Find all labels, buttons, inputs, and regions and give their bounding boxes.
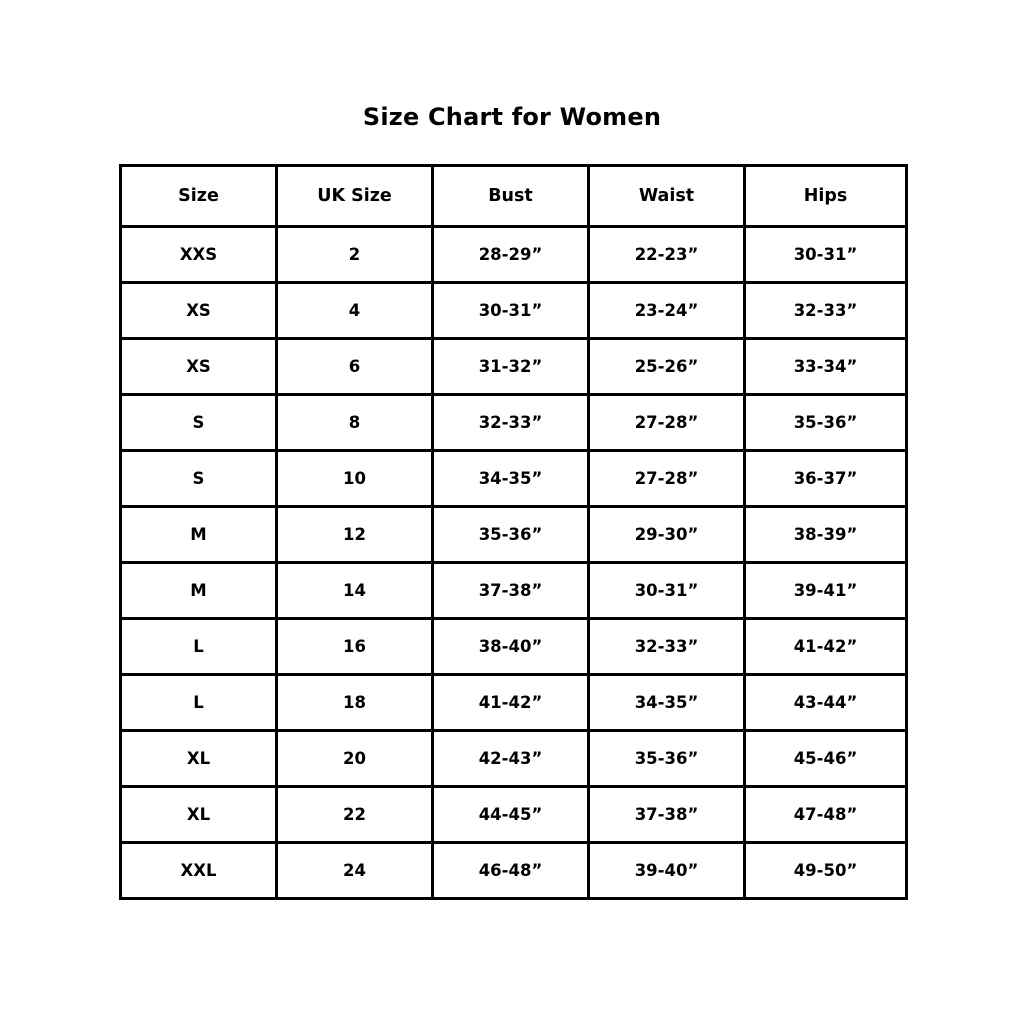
cell-hips: 35-36” [745,395,907,451]
cell-hips: 38-39” [745,507,907,563]
cell-uk-size: 12 [277,507,433,563]
cell-bust: 44-45” [433,787,589,843]
table-row [121,731,907,787]
table-row [121,507,907,563]
table-row [121,675,907,731]
cell-size: L [121,619,277,675]
cell-hips: 36-37” [745,451,907,507]
cell-bust: 46-48” [433,843,589,899]
cell-waist: 22-23” [589,227,745,283]
table-row [121,619,907,675]
cell-size: XS [121,339,277,395]
cell-uk-size: 20 [277,731,433,787]
cell-bust: 30-31” [433,283,589,339]
cell-bust: 35-36” [433,507,589,563]
column-header-bust: Bust [433,166,589,227]
cell-hips: 45-46” [745,731,907,787]
cell-waist: 29-30” [589,507,745,563]
cell-hips: 39-41” [745,563,907,619]
cell-waist: 32-33” [589,619,745,675]
cell-size: S [121,395,277,451]
cell-bust: 34-35” [433,451,589,507]
cell-bust: 41-42” [433,675,589,731]
cell-waist: 34-35” [589,675,745,731]
table-row [121,395,907,451]
column-header-size: Size [121,166,277,227]
size-chart-table [119,164,908,900]
table-row [121,227,907,283]
cell-waist: 27-28” [589,395,745,451]
cell-waist: 27-28” [589,451,745,507]
cell-hips: 41-42” [745,619,907,675]
cell-uk-size: 14 [277,563,433,619]
cell-size: XXL [121,843,277,899]
cell-bust: 31-32” [433,339,589,395]
column-header-waist: Waist [589,166,745,227]
cell-uk-size: 22 [277,787,433,843]
table-row [121,563,907,619]
cell-uk-size: 10 [277,451,433,507]
cell-hips: 49-50” [745,843,907,899]
table-row [121,451,907,507]
cell-waist: 35-36” [589,731,745,787]
cell-bust: 42-43” [433,731,589,787]
cell-size: XS [121,283,277,339]
cell-hips: 30-31” [745,227,907,283]
cell-uk-size: 18 [277,675,433,731]
cell-waist: 30-31” [589,563,745,619]
cell-hips: 32-33” [745,283,907,339]
cell-hips: 43-44” [745,675,907,731]
cell-size: M [121,563,277,619]
cell-uk-size: 24 [277,843,433,899]
size-chart-table-wrapper [119,164,905,900]
column-header-hips: Hips [745,166,907,227]
cell-uk-size: 16 [277,619,433,675]
cell-size: XL [121,787,277,843]
table-row [121,787,907,843]
cell-waist: 37-38” [589,787,745,843]
table-row [121,843,907,899]
cell-size: XL [121,731,277,787]
cell-size: L [121,675,277,731]
table-row [121,339,907,395]
cell-size: M [121,507,277,563]
cell-bust: 32-33” [433,395,589,451]
cell-uk-size: 2 [277,227,433,283]
cell-uk-size: 4 [277,283,433,339]
cell-bust: 37-38” [433,563,589,619]
cell-size: XXS [121,227,277,283]
table-header-row [121,166,907,227]
cell-size: S [121,451,277,507]
cell-waist: 23-24” [589,283,745,339]
cell-waist: 25-26” [589,339,745,395]
cell-bust: 28-29” [433,227,589,283]
cell-uk-size: 6 [277,339,433,395]
column-header-uk-size: UK Size [277,166,433,227]
page-title: Size Chart for Women [362,103,662,131]
cell-waist: 39-40” [589,843,745,899]
table-row [121,283,907,339]
cell-hips: 33-34” [745,339,907,395]
cell-hips: 47-48” [745,787,907,843]
cell-uk-size: 8 [277,395,433,451]
cell-bust: 38-40” [433,619,589,675]
